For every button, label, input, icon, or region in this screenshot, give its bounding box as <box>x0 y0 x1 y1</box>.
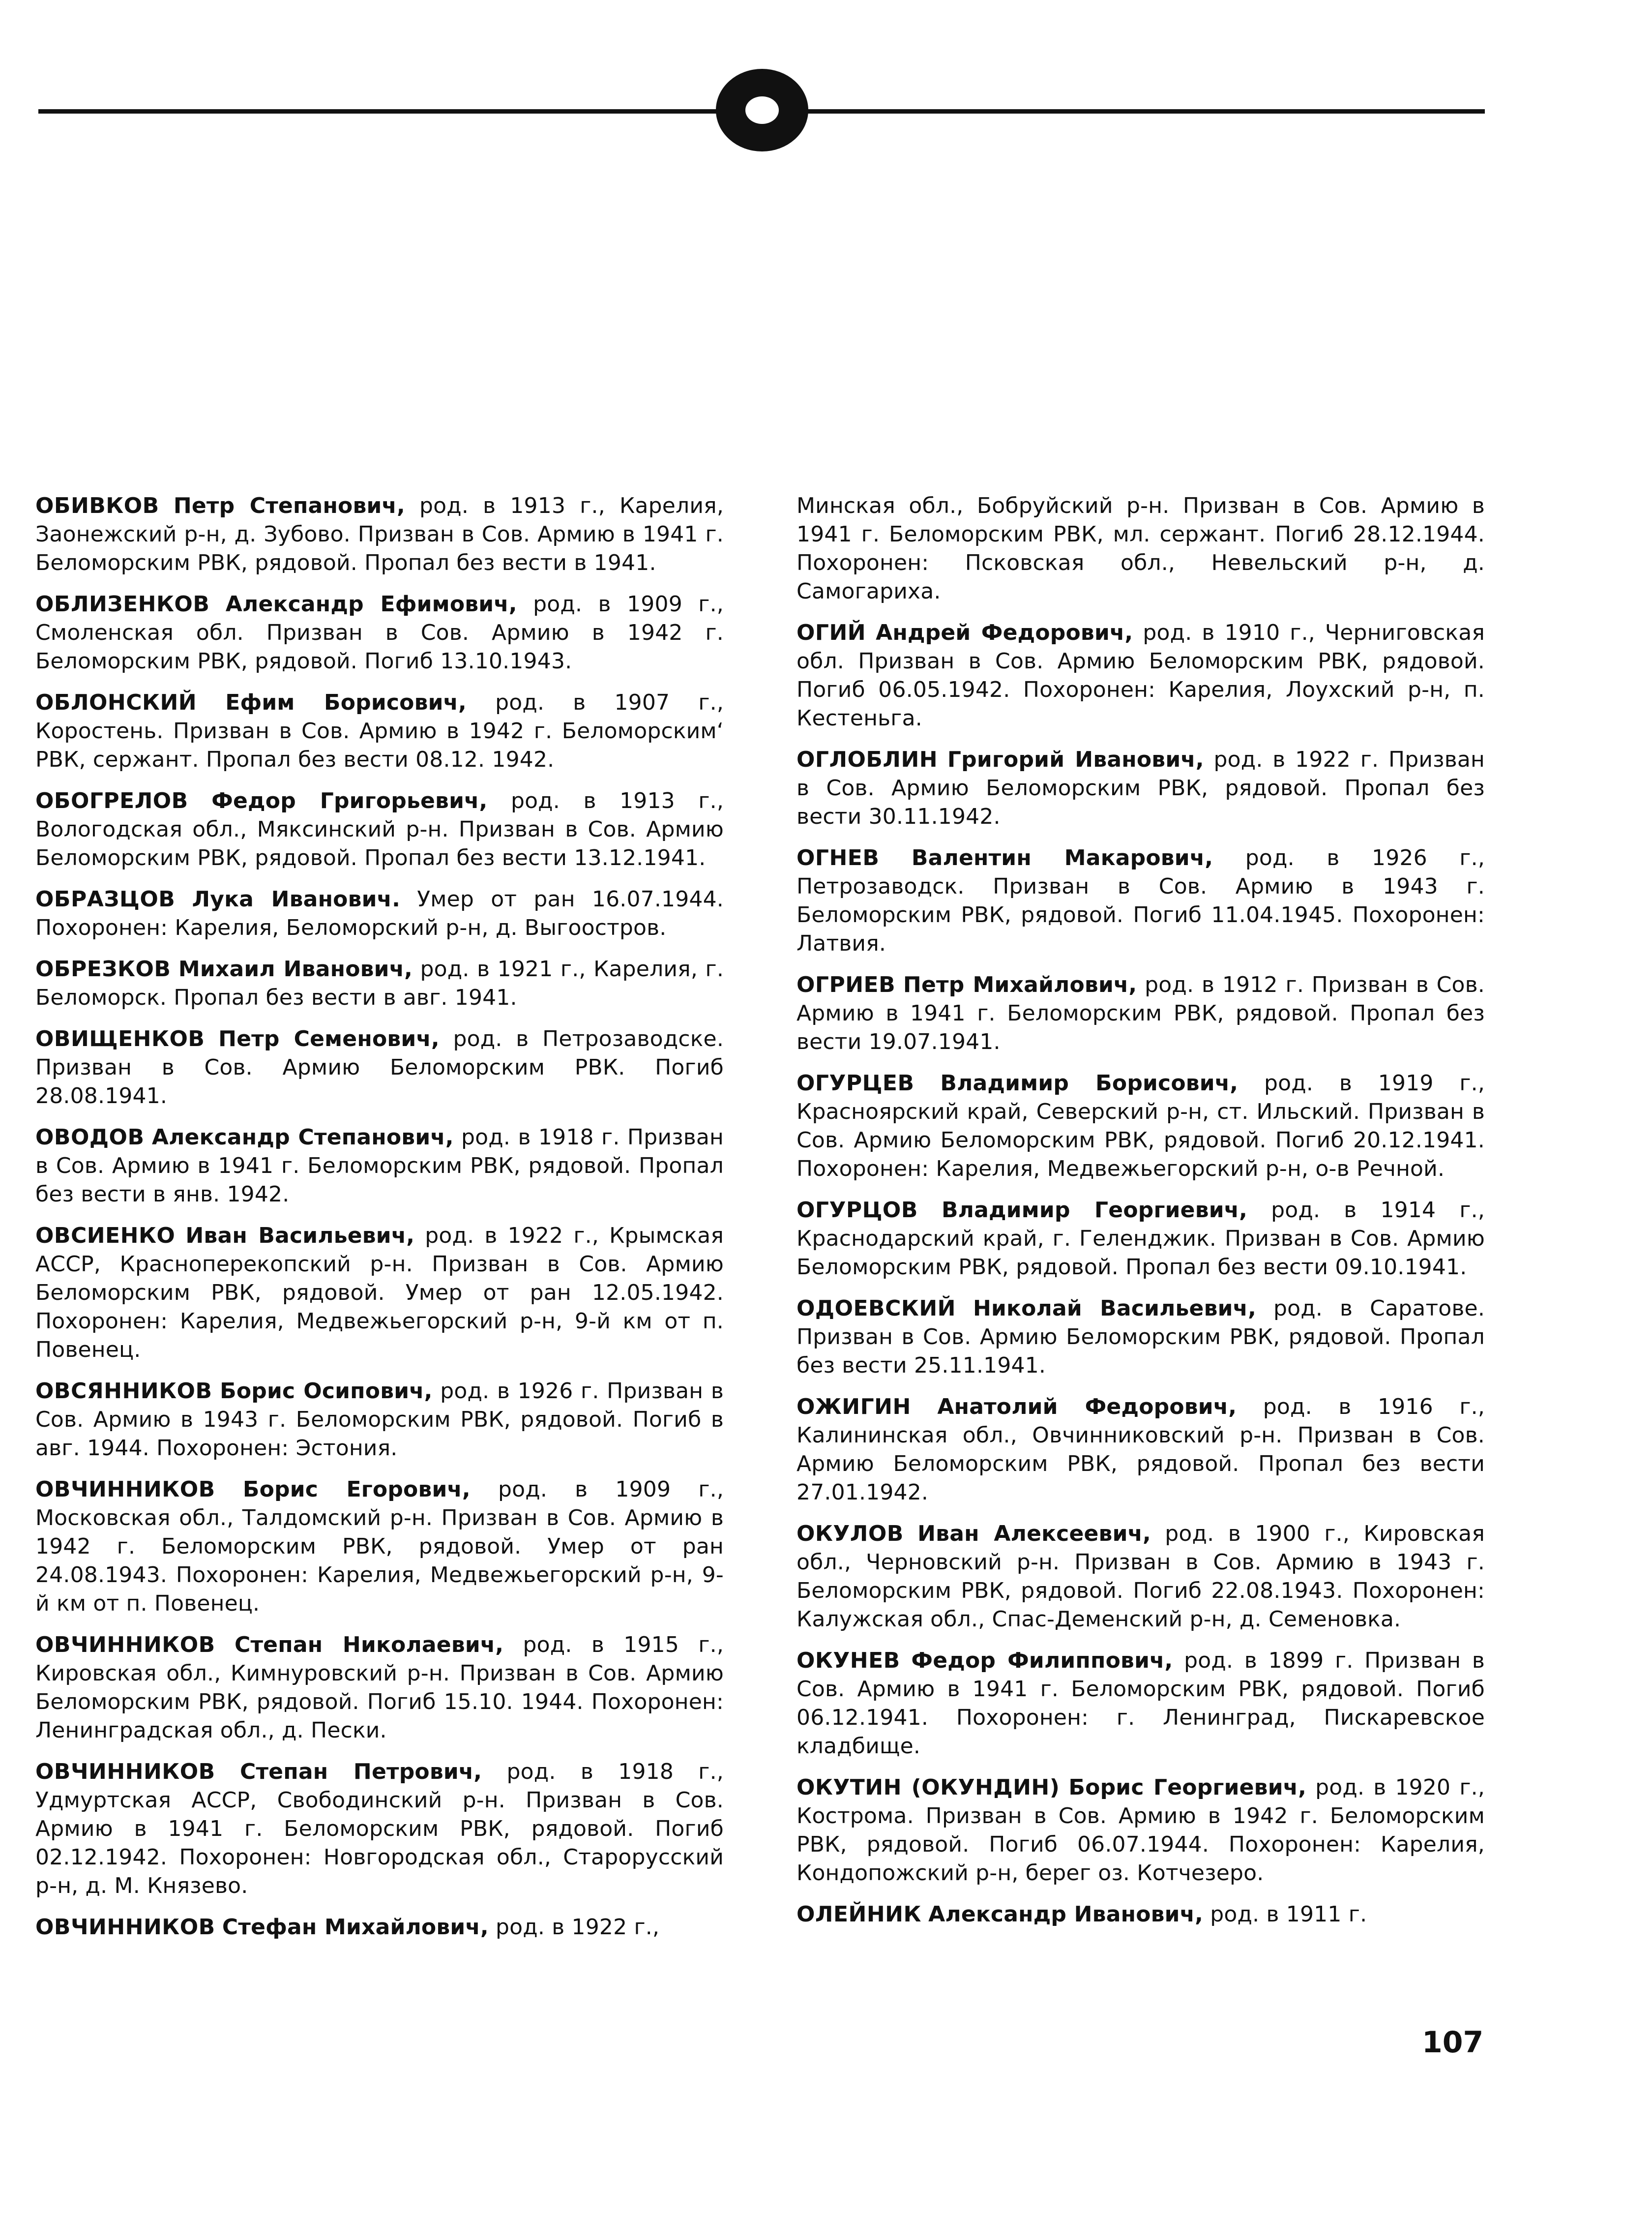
entry <box>35 1377 724 1463</box>
entry-details: род. в 1909 г., Московская обл., Талдомский р-н. Призван в Сов. Армию в 1942 г. Беломорским РВК, рядовой. Умер от ран 24.08.1943. Похоронен: Карелия, Медвежьегорский р-н, 9-й км от п. Повенец. <box>35 1477 724 1616</box>
entry-surname: ОБРЕЗКОВ <box>35 957 171 982</box>
entry-surname: ОБИВКОВ <box>35 493 159 518</box>
entry-given-name: Борис Георгиевич, <box>1068 1775 1307 1800</box>
entry-given-name: Петр Семенович, <box>218 1026 440 1051</box>
entry-surname: ОКУТИН (ОКУНДИН) <box>796 1775 1060 1800</box>
entry-details: род. в 1919 г., Красноярский край, Северский р-н, ст. Ильский. Призван в Сов. Армию Беломорским РВК, рядовой. Погиб 20.12.1941. Похоронен: Карелия, Медвежьегорский р-н, о-в Речной. <box>796 1071 1485 1181</box>
entry <box>35 1222 724 1364</box>
entry-surname: ОДОЕВСКИЙ <box>796 1296 956 1321</box>
entry-details: род. в 1920 г., Кострома. Призван в Сов. Армию в 1942 г. Беломорским РВК, рядовой. Погиб 06.07.1944. Похоронен: Карелия, Кондопожский р-н, берег оз. Котчезеро. <box>796 1775 1485 1886</box>
entry-given-name: Петр Степанович, <box>173 493 405 518</box>
entry-details: род. в 1899 г. Призван в Сов. Армию в 1941 г. Беломорским РВК, рядовой. Погиб 06.12.1941. Похоронен: г. Ленинград, Пискаревское кладбище. <box>796 1648 1485 1759</box>
entry-surname: ОГИЙ <box>796 620 866 645</box>
entry-given-name: Валентин Макарович, <box>911 845 1213 870</box>
entry-given-name: Владимир Борисович, <box>940 1071 1239 1096</box>
entry <box>35 492 724 577</box>
entry-given-name: Борис Осипович, <box>220 1379 433 1404</box>
entry-details: род. в 1907 г., Коростень. Призван в Сов. Армию в 1942 г. Беломорским‘ РВК, сержант. Пропал без вести 08.12. 1942. <box>35 690 724 772</box>
entry-details: род. в 1922 г. Призван в Сов. Армию Беломорским РВК, рядовой. Пропал без вести 30.11.1942. <box>796 747 1485 829</box>
entry-details: род. в 1909 г., Смоленская обл. Призван в Сов. Армию в 1942 г. Беломорским РВК, рядовой. Погиб 13.10.1943. <box>35 592 724 674</box>
entry-surname: ОЛЕЙНИК <box>796 1902 921 1927</box>
entry <box>35 1123 724 1209</box>
entry-surname: ОВЧИННИКОВ <box>35 1632 215 1657</box>
entry-given-name: Ефим Борисович, <box>225 690 467 715</box>
entry <box>35 955 724 1012</box>
entry-details: род. в 1921 г., Карелия, г. Беломорск. Пропал без вести в авг. 1941. <box>35 957 724 1010</box>
entry-surname: ОГУРЦОВ <box>796 1198 918 1223</box>
entry-details: род. в 1918 г. Призван в Сов. Армию в 1941 г. Беломорским РВК, рядовой. Пропал без вести в янв. 1942. <box>35 1125 724 1207</box>
entry-given-name: Григорий Иванович, <box>947 747 1204 772</box>
entry <box>796 1647 1485 1761</box>
entry-surname: ОБЛОНСКИЙ <box>35 690 197 715</box>
entry <box>35 1631 724 1745</box>
entry-details: род. в Петрозаводске. Призван в Сов. Армию Беломорским РВК. Погиб 28.08.1941. <box>35 1026 724 1109</box>
entry-given-name: Федор Филиппович, <box>911 1648 1173 1673</box>
section-letter-badge-inner <box>745 96 779 124</box>
right-column <box>796 492 1485 1942</box>
entry <box>35 1913 724 1942</box>
entry-details: род. в 1915 г., Кировская обл., Кимнуровский р-н. Призван в Сов. Армию Беломорским РВК, рядовой. Погиб 15.10. 1944. Похоронен: Ленинградская обл., д. Пески. <box>35 1632 724 1743</box>
entry-surname: ОБЛИЗЕНКОВ <box>35 592 210 617</box>
entry <box>35 885 724 942</box>
entry-details: род. в 1911 г. <box>1210 1902 1367 1927</box>
entry-details: род. в 1912 г. Призван в Сов. Армию в 1941 г. Беломорским РВК, рядовой. Пропал без вести 19.07.1941. <box>796 972 1485 1054</box>
entry-given-name: Александр Степанович, <box>151 1125 454 1150</box>
entry <box>796 971 1485 1056</box>
entry-surname: ОВСЯННИКОВ <box>35 1379 212 1404</box>
entry-details: род. в Саратове. Призван в Сов. Армию Беломорским РВК, рядовой. Пропал без вести 25.11.1941. <box>796 1296 1485 1378</box>
entry <box>35 1475 724 1618</box>
entry <box>796 844 1485 958</box>
entry <box>35 1758 724 1900</box>
entry-details: род. в 1922 г., <box>495 1915 660 1940</box>
entry-surname: ОВЧИННИКОВ <box>35 1759 215 1784</box>
entry-surname: ОКУЛОВ <box>796 1521 904 1546</box>
entry-surname: ОБОГРЕЛОВ <box>35 788 188 813</box>
entry-details: Умер от ран 16.07.1944. Похоронен: Карелия, Беломорский р-н, д. Выгоостров. <box>35 887 724 940</box>
entry-details: род. в 1918 г., Удмуртская АССР, Свободинский р-н. Призван в Сов. Армию в 1941 г. Беломорским РВК, рядовой. Погиб 02.12.1942. Похоронен: Новгородская обл., Старорусский р-н, д. М. Князево. <box>35 1759 724 1898</box>
entry-given-name: Степан Николаевич, <box>234 1632 504 1657</box>
entry-details: род. в 1914 г., Краснодарский край, г. Геленджик. Призван в Сов. Армию Беломорским РВК, рядовой. Пропал без вести 09.10.1941. <box>796 1198 1485 1280</box>
entry-details: род. в 1922 г., Крымская АССР, Красноперекопский р-н. Призван в Сов. Армию Беломорским РВК, рядовой. Умер от ран 12.05.1942. Похоронен: Карелия, Медвежьегорский р-н, 9-й км от п. Повенец. <box>35 1223 724 1362</box>
entry-given-name: Владимир Георгиевич, <box>941 1198 1248 1223</box>
entry-given-name: Стефан Михайлович, <box>222 1915 489 1940</box>
entry <box>796 746 1485 831</box>
entry-given-name: Петр Михайлович, <box>903 972 1137 997</box>
entry-details: род. в 1900 г., Кировская обл., Черновский р-н. Призван в Сов. Армию в 1943 г. Беломорским РВК, рядовой. Погиб 22.08.1943. Похоронен: Калужская обл., Спас-Деменский р-н, д. Семеновка. <box>796 1521 1485 1632</box>
entry-given-name: Николай Васильевич, <box>973 1296 1256 1321</box>
entry-given-name: Иван Алексеевич, <box>917 1521 1151 1546</box>
entry <box>35 590 724 676</box>
entry-details: род. в 1910 г., Черниговская обл. Призван в Сов. Армию Беломорским РВК, рядовой. Погиб 06.05.1942. Похоронен: Карелия, Лоухский р-н, п. Кестеньга. <box>796 620 1485 731</box>
entry-details: род. в 1913 г., Вологодская обл., Мяксинский р-н. Призван в Сов. Армию Беломорским РВК, рядовой. Пропал без вести 13.12.1941. <box>35 788 724 870</box>
entry-surname: ОВЧИННИКОВ <box>35 1915 215 1940</box>
entry-given-name: Федор Григорьевич, <box>211 788 488 813</box>
entry-details: род. в 1913 г., Карелия, Заонежский р-н, д. Зубово. Призван в Сов. Армию в 1941 г. Беломорским РВК, рядовой. Пропал без вести в 1941. <box>35 493 724 575</box>
entry <box>796 1900 1485 1929</box>
entry-given-name: Александр Ефимович, <box>225 592 517 617</box>
entry-surname: ОВСИЕНКО <box>35 1223 176 1248</box>
entry-surname: ОВОДОВ <box>35 1125 145 1150</box>
entry-surname: ОГНЕВ <box>796 845 880 870</box>
entry-given-name: Анатолий Федорович, <box>937 1394 1237 1419</box>
entry-given-name: Лука Иванович. <box>192 887 400 912</box>
entry-given-name: Михаил Иванович, <box>178 957 413 982</box>
left-column <box>35 492 724 1954</box>
entry-details: род. в 1926 г., Петрозаводск. Призван в Сов. Армию в 1943 г. Беломорским РВК, рядовой. Погиб 11.04.1945. Похоронен: Латвия. <box>796 845 1485 956</box>
entry-given-name: Борис Егорович, <box>242 1477 471 1502</box>
entry <box>35 689 724 774</box>
entry <box>796 1773 1485 1888</box>
header-rule-left <box>38 109 722 114</box>
entry <box>796 619 1485 733</box>
entry <box>796 1069 1485 1183</box>
page-number: 107 <box>1422 2025 1484 2060</box>
entry-surname: ОВИЩЕНКОВ <box>35 1026 205 1051</box>
entry-given-name: Иван Васильевич, <box>185 1223 415 1248</box>
entry <box>35 787 724 872</box>
entry <box>796 1393 1485 1507</box>
entry-given-name: Степан Петрович, <box>239 1759 482 1784</box>
entry-surname: ОГУРЦЕВ <box>796 1071 914 1096</box>
entry <box>796 492 1485 606</box>
entry-details: Минская обл., Бобруйский р-н. Призван в Сов. Армию в 1941 г. Беломорским РВК, мл. сержант. Погиб 28.12.1944. Похоронен: Псковская обл., Невельский р-н, д. Самогариха. <box>796 493 1485 604</box>
entry-surname: ОГРИЕВ <box>796 972 896 997</box>
entry <box>35 1025 724 1110</box>
header-rule-right <box>802 109 1485 114</box>
entry-given-name: Андрей Федорович, <box>876 620 1133 645</box>
entry-given-name: Александр Иванович, <box>928 1902 1204 1927</box>
entry-details: род. в 1926 г. Призван в Сов. Армию в 1943 г. Беломорским РВК, рядовой. Погиб в авг. 1944. Похоронен: Эстония. <box>35 1379 724 1461</box>
entry-details: род. в 1916 г., Калининская обл., Овчинниковский р-н. Призван в Сов. Армию Беломорским РВК, рядовой. Пропал без вести 27.01.1942. <box>796 1394 1485 1505</box>
entry-surname: ОБРАЗЦОВ <box>35 887 176 912</box>
entry-surname: ОГЛОБЛИН <box>796 747 938 772</box>
entry-surname: ОЖИГИН <box>796 1394 911 1419</box>
entry <box>796 1196 1485 1282</box>
entry-surname: ОВЧИННИКОВ <box>35 1477 215 1502</box>
entry-surname: ОКУНЕВ <box>796 1648 900 1673</box>
entry <box>796 1520 1485 1634</box>
entry <box>796 1294 1485 1380</box>
